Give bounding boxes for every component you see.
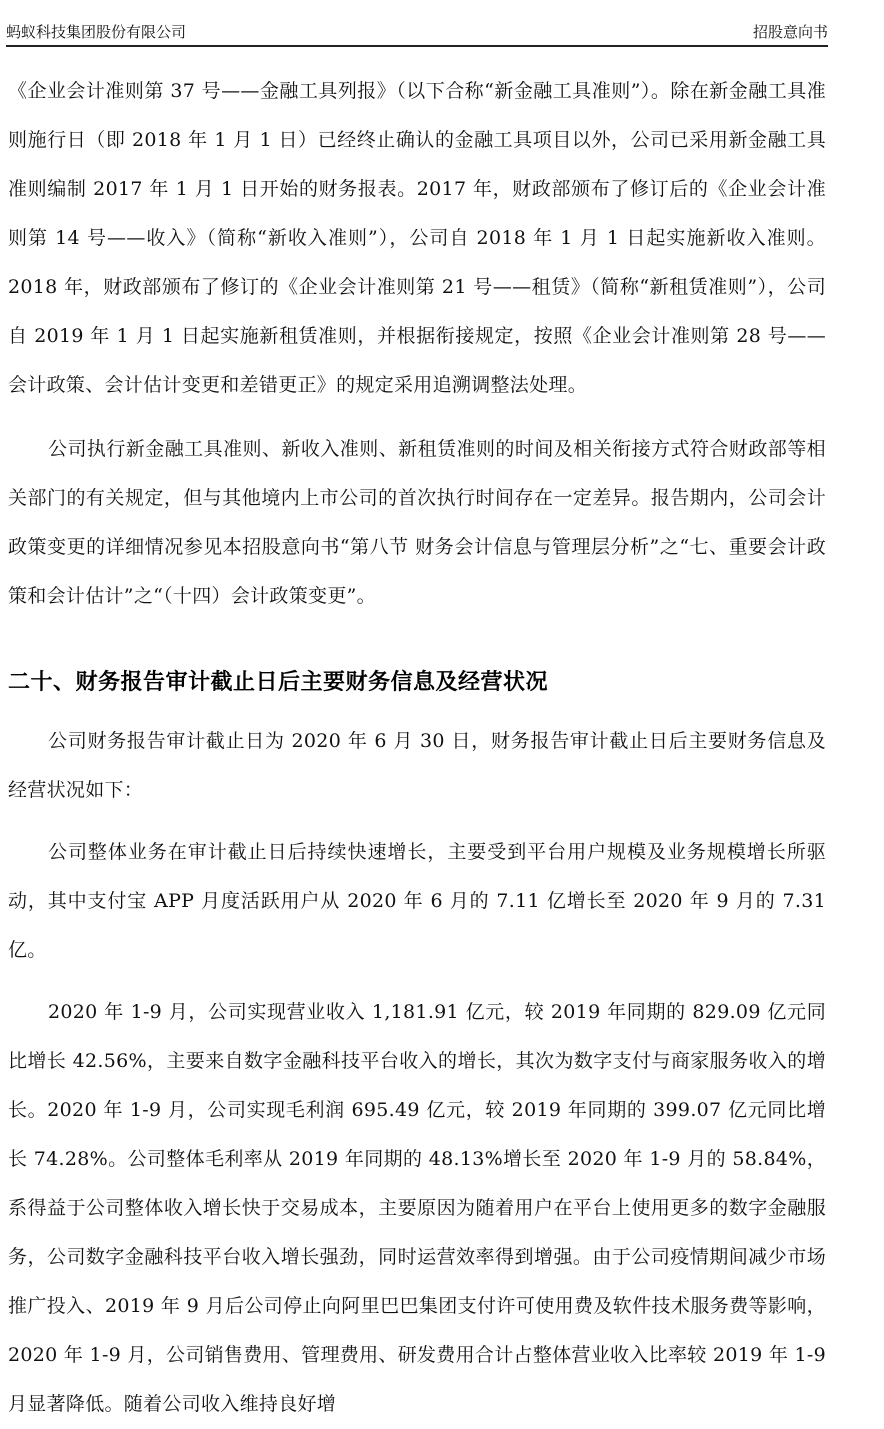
page-header: [6, 22, 828, 47]
header-document-type: 招股意向书: [752, 23, 828, 41]
paragraph-accounting-standards: 《企业会计准则第 37 号——金融工具列报》（以下合称“新金融工具准则”）。除在新金融工具准则施行日（即 2018 年 1 月 1 日）已经终止确认的金融工具项目以外，公司已采用新金融工具准则编制 2017 年 1 月 1 日开始的财务报表。2017 年，财政部颁布了修订后的《企业会计准则第 14 号——收入》（简称“新收入准则”），公司自 2018 年 1 月 1 日起实施新收入准则。 2018 年，财政部颁布了修订的《企业会计准则第 21 号——租赁》（简称“新租赁准则”），公司自 2019 年 1 月 1 日起实施新租赁准则，并根据衔接规定，按照《企业会计准则第 28 号——会计政策、会计估计变更和差错更正》的规定采用追溯调整法处理。: [8, 80, 826, 396]
paragraph-financial-results: 2020 年 1-9 月，公司实现营业收入 1,181.91 亿元，较 2019 年同期的 829.09 亿元同比增长 42.56%，主要来自数字金融科技平台收入的增长，其次为数字支付与商家服务收入的增长。2020 年 1-9 月，公司实现毛利润 695.49 亿元，较 2019 年同期的 399.07 亿元同比增长 74.28%。公司整体毛利率从 2019 年同期的 48.13%增长至 2020 年 1-9 月的 58.84%，系得益于公司整体收入增长快于交易成本，主要原因为随着用户在平台上使用更多的数字金融服务，公司数字金融科技平台收入增长强劲，同时运营效率得到增强。由于公司疫情期间减少市场推广投入、2019 年 9 月后公司停止向阿里巴巴集团支付许可使用费及软件技术服务费等影响，2020 年 1-9 月，公司销售费用、管理费用、研发费用合计占整体营业收入比率较 2019 年 1-9 月显著降低。随着公司收入维持良好增: [8, 1001, 826, 1415]
header-company-name: 蚂蚁科技集团股份有限公司: [6, 23, 187, 41]
document-body: [8, 67, 826, 1429]
paragraph-audit-cutoff: 公司财务报告审计截止日为 2020 年 6 月 30 日，财务报告审计截止日后主要财务信息及经营状况如下：: [8, 730, 826, 801]
paragraph-business-growth: 公司整体业务在审计截止日后持续快速增长，主要受到平台用户规模及业务规模增长所驱动，其中支付宝 APP 月度活跃用户从 2020 年 6 月的 7.11 亿增长至 2020 年 9 月的 7.31 亿。: [8, 841, 826, 961]
section-heading: 二十、财务报告审计截止日后主要财务信息及经营状况: [8, 670, 549, 695]
paragraph-standards-implementation: 公司执行新金融工具准则、新收入准则、新租赁准则的时间及相关衔接方式符合财政部等相关部门的有关规定，但与其他境内上市公司的首次执行时间存在一定差异。报告期内，公司会计政策变更的详细情况参见本招股意向书“第八节 财务会计信息与管理层分析”之“七、重要会计政策和会计估计”之“（十四）会计政策变更”。: [8, 438, 826, 607]
